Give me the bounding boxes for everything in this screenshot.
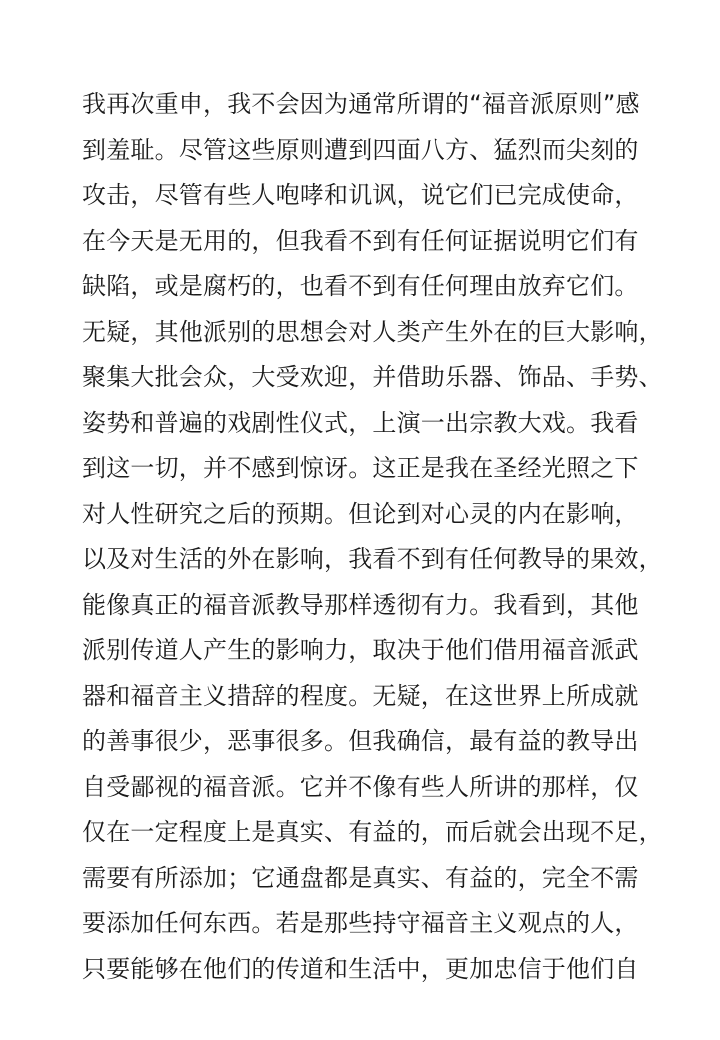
text-line: 能像真正的福音派教导那样透彻有力。我看到，其他 <box>82 590 639 619</box>
text-line: 要添加任何东西。若是那些持守福音主义观点的人， <box>82 909 639 937</box>
text-line: 需要有所添加；它通盘都是真实、有益的，完全不需 <box>82 863 639 892</box>
text-line: 无疑，其他派别的思想会对人类产生外在的巨大影响， <box>82 317 663 346</box>
text-line: 在今天是无用的，但我看不到有任何证据说明它们有 <box>82 226 639 255</box>
text-line: 派别传道人产生的影响力，取决于他们借用福音派武 <box>82 636 639 664</box>
text-line: 我再次重申，我不会因为通常所谓的“福音派原则”感 <box>82 90 640 118</box>
body-text <box>82 82 682 992</box>
text-line: 聚集大批会众，大受欢迎，并借助乐器、饰品、手势、 <box>82 363 663 391</box>
text-line: 到羞耻。尽管这些原则遭到四面八方、猛烈而尖刻的 <box>82 135 639 164</box>
text-line: 自受鄙视的福音派。它并不像有些人所讲的那样，仅 <box>82 772 639 801</box>
text-line: 器和福音主义措辞的程度。无疑，在这世界上所成就 <box>82 681 639 710</box>
text-line: 仅在一定程度上是真实、有益的，而后就会出现不足， <box>82 818 663 846</box>
text-line: 只要能够在他们的传道和生活中，更加忠信于他们自 <box>82 954 639 983</box>
text-line: 的善事很少，恶事很多。但我确信，最有益的教导出 <box>82 727 639 755</box>
text-line: 以及对生活的外在影响，我看不到有任何教导的果效， <box>82 545 663 573</box>
text-line: 到这一切，并不感到惊讶。这正是我在圣经光照之下 <box>82 454 639 482</box>
text-line: 对人性研究之后的预期。但论到对心灵的内在影响， <box>82 499 639 528</box>
text-line: 缺陷，或是腐朽的，也看不到有任何理由放弃它们。 <box>82 272 639 300</box>
text-line: 攻击，尽管有些人咆哮和讥讽，说它们已完成使命， <box>82 181 639 209</box>
text-line: 姿势和普遍的戏剧性仪式，上演一出宗教大戏。我看 <box>82 408 639 437</box>
